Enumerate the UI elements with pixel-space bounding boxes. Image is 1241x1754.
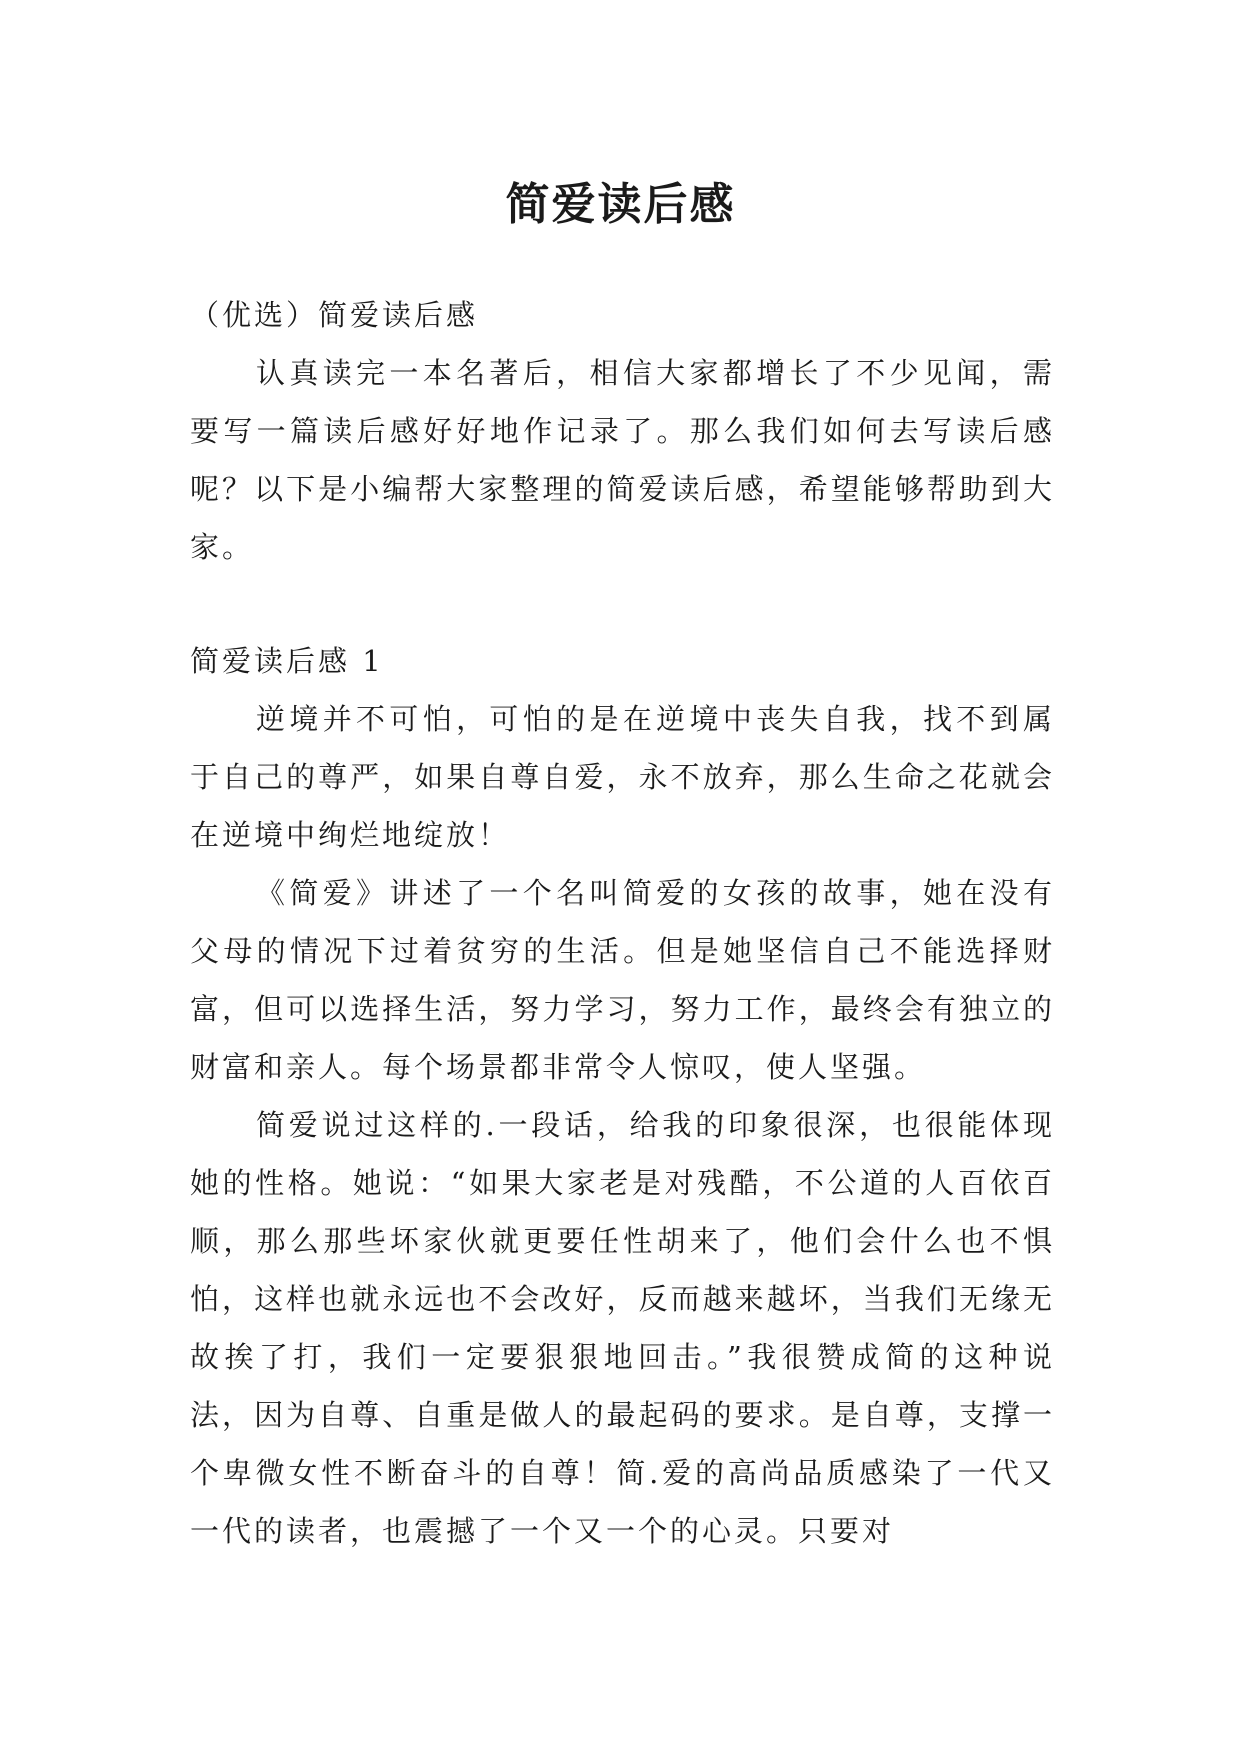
- body-paragraph: 简爱说过这样的.一段话，给我的印象很深，也很能体现她的性格。她说：“如果大家老是对残酷，不公道的人百依百顺，那么那些坏家伙就更要任性胡来了，他们会什么也不惧怕，这样也就永远也不会改好，反而越来越坏，当我们无缘无故挨了打，我们一定要狠狠地回击。”我很赞成简的这种说法，因为自尊、自重是做人的最起码的要求。是自尊，支撑一个卑微女性不断奋斗的自尊！简.爱的高尚品质感染了一代又一代的读者，也震撼了一个又一个的心灵。只要对: [190, 1108, 1055, 1548]
- document-subtitle: （优选）简爱读后感: [190, 298, 479, 332]
- intro-paragraph: 认真读完一本名著后，相信大家都增长了不少见闻，需要写一篇读后感好好地作记录了。那么我们如何去写读后感呢？以下是小编帮大家整理的简爱读后感，希望能够帮助到大家。: [190, 356, 1055, 564]
- document-body: [190, 286, 1055, 1560]
- body-paragraph: 逆境并不可怕，可怕的是在逆境中丧失自我，找不到属于自己的尊严，如果自尊自爱，永不放弃，那么生命之花就会在逆境中绚烂地绽放！: [190, 702, 1055, 852]
- section-spacer: [190, 576, 1055, 632]
- section-heading: 简爱读后感 1: [190, 644, 384, 678]
- body-paragraph: 《简爱》讲述了一个名叫简爱的女孩的故事，她在没有父母的情况下过着贫穷的生活。但是她坚信自己不能选择财富，但可以选择生活，努力学习，努力工作，最终会有独立的财富和亲人。每个场景都非常令人惊叹，使人坚强。: [190, 876, 1055, 1084]
- document-title: 简爱读后感: [505, 179, 736, 231]
